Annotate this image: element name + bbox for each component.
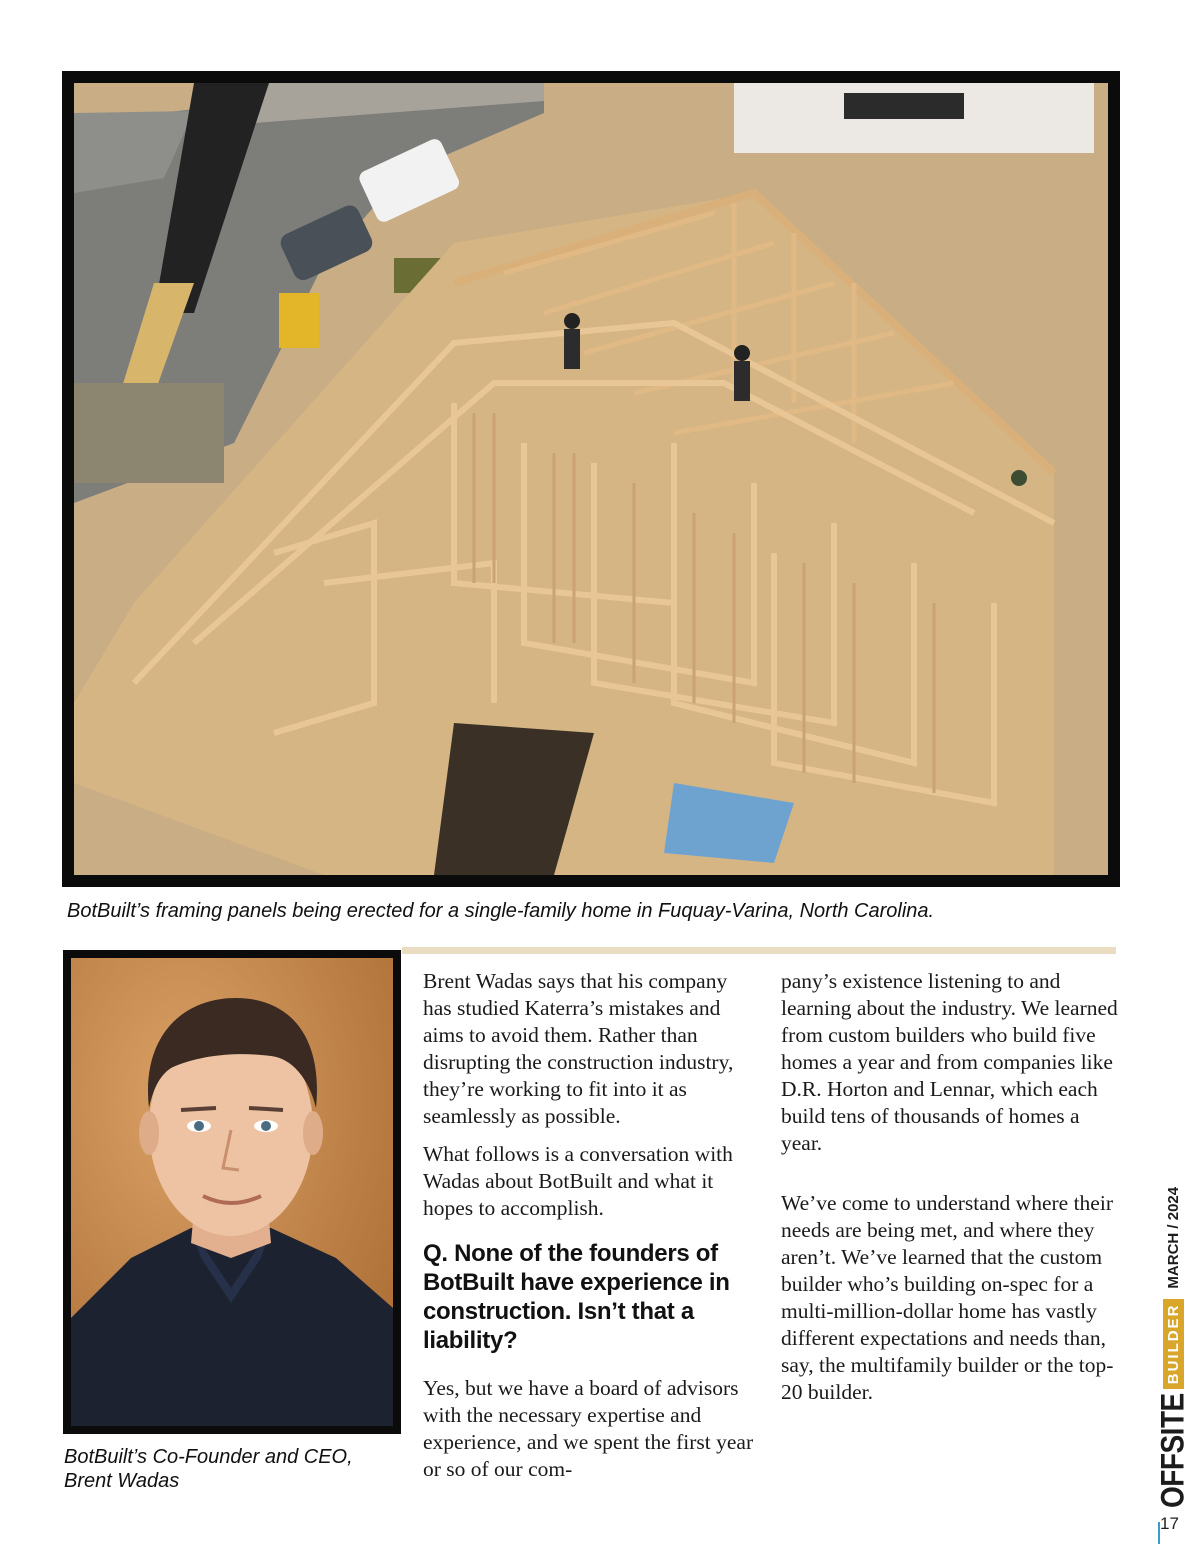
portrait-caption: BotBuilt’s Co-Founder and CEO, Brent Wadas [64, 1446, 353, 1492]
framing-photo [74, 83, 1108, 875]
framing-photo-illustration [74, 83, 1108, 875]
magazine-name-builder: BUILDER [1163, 1299, 1184, 1390]
photo-caption: BotBuilt’s framing panels being erected for a single-family home in Fuquay-Varina, North Carolina. [67, 900, 935, 922]
section-divider [402, 947, 1116, 954]
interview-question: Q. None of the founders of BotBuilt have experience in construction. Isn’t that a liability? [423, 1240, 730, 1354]
magazine-side-label [1155, 1158, 1191, 1508]
article-paragraph: We’ve come to understand where their needs are being met, and where they aren’t. We’ve learned that the custom builder who’s building on-spec for a multi-million-dollar home has vastly different expectations and needs than, say, the multifamily builder or the top-20 builder. [781, 1191, 1114, 1404]
portrait-frame [63, 950, 401, 1434]
article-column-2 [781, 968, 1126, 1406]
article-paragraph: pany’s existence listening to and learning about the industry. We learned from custom builders who build five homes a year and from companies like D.R. Horton and Lennar, which each build tens of thousands of homes a year. [781, 969, 1118, 1155]
magazine-name-offsite: OFFSITE [1154, 1393, 1191, 1508]
article-paragraph: What follows is a conversation with Wadas about BotBuilt and what it hopes to accomplish. [423, 1142, 733, 1220]
article-paragraph: Yes, but we have a board of advisors with the necessary expertise and experience, and we spent the first year or so of our com- [423, 1376, 754, 1481]
article-paragraph: Brent Wadas says that his company has studied Katerra’s mistakes and aims to avoid them. Rather than disrupting the construction industry, they’re working to fit into it as seamlessly as possible. [423, 969, 734, 1128]
article-column-1 [423, 968, 758, 1483]
ceo-portrait [71, 958, 393, 1426]
issue-date: MARCH / 2024 [1164, 1186, 1182, 1289]
page-number: 17 [1160, 1514, 1179, 1533]
ceo-portrait-illustration [71, 958, 393, 1426]
photo-frame [62, 71, 1120, 887]
